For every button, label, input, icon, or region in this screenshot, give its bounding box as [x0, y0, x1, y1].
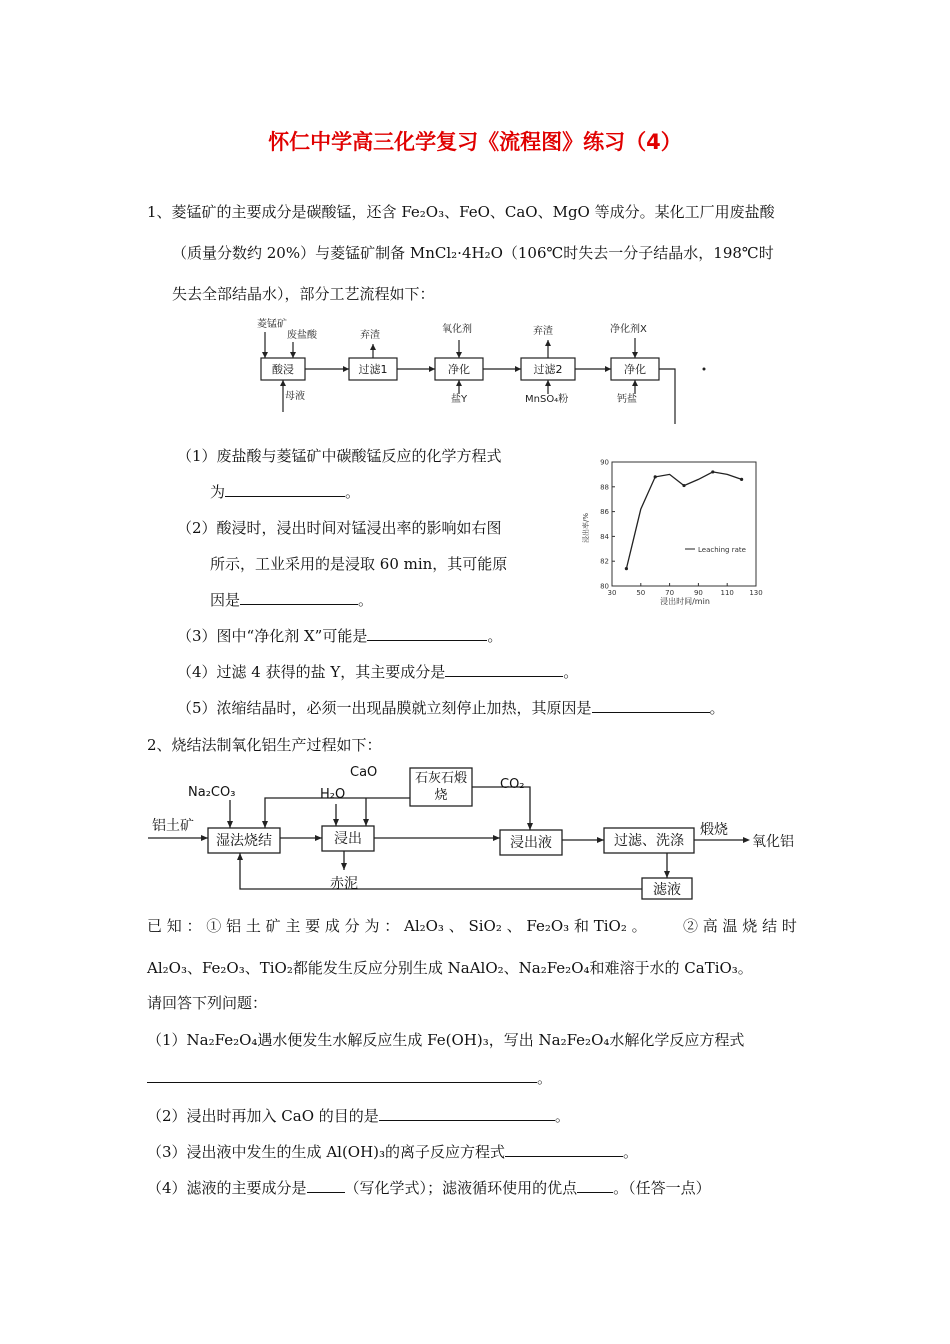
- q2-s4b: （写化学式）: [344, 1179, 428, 1197]
- flow2-box-leach-text: 浸出: [334, 831, 362, 847]
- chart-x-tick-label: 30: [607, 589, 617, 597]
- q1-sub4-row: [177, 652, 578, 692]
- chart-y-tick-label: 80: [600, 582, 609, 591]
- flow1-calcium-salt-label: 钙盐: [617, 394, 637, 405]
- answer-blank-1-5[interactable]: [592, 698, 710, 713]
- chart-x-tick-label: 50: [636, 589, 646, 597]
- q1-flowchart: [255, 316, 715, 426]
- chart-data-point: [654, 475, 657, 478]
- q2-s1: （1）Na₂Fe₂O₄遇水便发生水解反应生成 Fe(OH)₃，写出 Na₂Fe₂O₄水解化学反应方程式: [147, 1031, 745, 1049]
- q1-sub5-end: 。: [709, 699, 725, 717]
- q1-sub4-end: 。: [563, 663, 579, 681]
- flow1-waste2-label: 弃渣: [533, 326, 553, 337]
- flow1-oxidant-label: 氧化剂: [442, 324, 472, 335]
- flow1-ore-label: 菱锰矿: [257, 319, 287, 330]
- q2-s2: （2）浸出时再加入 CaO 的目的是: [147, 1107, 379, 1125]
- q1-sub2c-row: [210, 580, 373, 620]
- q1-sub1b: 为: [210, 483, 226, 501]
- flow2-co2-label: CO₂: [500, 777, 525, 792]
- q1-sub1b-end: 。: [345, 483, 361, 501]
- answer-blank-2-1[interactable]: [147, 1068, 537, 1083]
- flow1-mnso4-label: MnSO₄粉: [525, 394, 569, 405]
- q2-s2-row: [147, 1096, 570, 1136]
- page-title: 怀仁中学高三化学复习《流程图》练习（4）: [268, 130, 682, 154]
- chart-y-tick-label: 88: [600, 483, 609, 492]
- flow2-box-filtrate-text: 滤液: [653, 882, 681, 898]
- flow1-box-filter2-text: 过滤2: [533, 363, 563, 376]
- chart-y-tick-label: 86: [600, 508, 609, 517]
- q1-sub5-row: [177, 688, 725, 728]
- q2-s4a: （4）滤液的主要成分是: [147, 1179, 307, 1197]
- answer-blank-1-3[interactable]: [367, 626, 487, 641]
- flow2-cao-label: CaO: [350, 765, 378, 780]
- q1-sub2b: 所示，工业采用的是浸取 60 min，其可能原: [210, 555, 508, 573]
- q2-s3-row: [147, 1132, 638, 1172]
- chart-y-axis-label: 浸出率/%: [582, 512, 590, 544]
- flow2-h2o-label: H₂O: [320, 787, 346, 802]
- q2-s3-end: 。: [623, 1143, 639, 1161]
- flow2-ore-label: 铝土矿: [152, 818, 194, 834]
- flow1-box-filter1-text: 过滤1: [358, 363, 388, 376]
- answer-blank-1-1[interactable]: [225, 482, 345, 497]
- q1-sub1b-row: [210, 472, 360, 512]
- chart-plot-area: [612, 462, 756, 586]
- chart-y-tick-label: 82: [600, 557, 609, 566]
- flow2-box-limestone-text: 石灰石煅烧: [414, 771, 467, 803]
- q1-sub2a: （2）酸浸时，浸出时间对锰浸出率的影响如右图: [177, 519, 502, 537]
- q2-s4-row: （4）滤液的主要成分是 （写化学式）；滤液循环使用的优点 。（任答一点）: [147, 1179, 711, 1197]
- flow1-salt-y-label: 盐Y: [451, 394, 468, 405]
- chart-x-axis-label: 浸出时间/min: [660, 597, 710, 606]
- q1-sub1a: （1）废盐酸与菱锰矿中碳酸锰反应的化学方程式: [177, 447, 502, 465]
- flow1-acid-label: 废盐酸: [287, 330, 317, 341]
- flow2-na2co3-label: Na₂CO₃: [188, 785, 236, 800]
- answer-blank-2-3[interactable]: [505, 1142, 623, 1157]
- leaching-rate-chart: [575, 450, 775, 610]
- flow2-box-leachate-text: 浸出液: [510, 835, 552, 851]
- flow2-calcine-label: 煅烧: [700, 822, 728, 838]
- q1-sub3-row: [177, 616, 502, 656]
- q2-s1-answer-row: [147, 1058, 552, 1098]
- answer-blank-1-2[interactable]: [240, 590, 358, 605]
- q1-sub3: （3）图中“净化剂 X”可能是: [177, 627, 368, 645]
- answer-blank-1-4[interactable]: [445, 662, 563, 677]
- answer-blank-2-4b[interactable]: [577, 1178, 613, 1193]
- chart-x-tick-label: 110: [720, 589, 734, 597]
- q2-s4d: 。（任答一点）: [613, 1179, 711, 1197]
- q2-known-line2: Al₂O₃、Fe₂O₃、TiO₂都能发生反应分别生成 NaAlO₂、Na₂Fe₂O₄和难溶于水的 CaTiO₃。: [147, 959, 753, 977]
- chart-x-tick-label: 90: [693, 589, 703, 597]
- chart-legend-label: Leaching rate: [698, 546, 746, 554]
- q2-known-line1: 已 知 ： ① 铝 土 矿 主 要 成 分 为 ： Al₂O₃ 、 SiO₂ 、 Fe₂O₃ 和 TiO₂ 。: [147, 917, 647, 935]
- q2-s3: （3）浸出液中发生的生成 Al(OH)₃的离子反应方程式: [147, 1143, 506, 1161]
- flow2-box-wet-sinter-text: 湿法烧结: [216, 833, 272, 849]
- q1-sub3-end: 。: [487, 627, 503, 645]
- chart-x-tick-label: 130: [749, 589, 763, 597]
- answer-blank-2-4a[interactable]: [307, 1178, 345, 1193]
- q2-heading: 2、烧结法制氧化铝生产过程如下：: [147, 736, 382, 754]
- q2-s1-end: 。: [537, 1069, 553, 1087]
- chart-data-point: [711, 470, 714, 473]
- flow1-box-purify2-text: 净化: [624, 363, 646, 376]
- q1-line1: 1、菱锰矿的主要成分是碳酸锰，还含 Fe₂O₃、FeO、CaO、MgO 等成分。某化工厂用废盐酸: [147, 203, 775, 221]
- q2-flowchart: [140, 760, 820, 900]
- flow1-box-acid-leach-text: 酸浸: [272, 363, 294, 376]
- flow1-purifier-x-label: 净化剂X: [610, 324, 647, 335]
- answer-blank-2-2[interactable]: [379, 1106, 555, 1121]
- flow1-waste1-label: 弃渣: [360, 330, 380, 341]
- q1-sub4: （4）过滤 4 获得的盐 Y，其主要成分是: [177, 663, 446, 681]
- chart-x-tick-label: 70: [665, 589, 675, 597]
- chart-data-point: [740, 478, 743, 481]
- chart-data-point: [625, 567, 628, 570]
- q2-ask: 请回答下列问题：: [147, 994, 268, 1012]
- flow2-red-mud-label: 赤泥: [330, 876, 358, 892]
- q2-known-line1b: ② 高 温 烧 结 时: [683, 917, 797, 935]
- flow2-product-label: 氧化铝: [752, 834, 794, 850]
- chart-y-tick-label: 90: [600, 458, 609, 467]
- chart-y-tick-label: 84: [600, 532, 609, 541]
- q2-s4c: 滤液循环使用的优点: [442, 1179, 578, 1197]
- q1-sub5: （5）浓缩结晶时，必须一出现晶膜就立刻停止加热，其原因是: [177, 699, 592, 717]
- flow1-mother-liquor-label: 母液: [285, 391, 305, 402]
- flow1-box-purify1-text: 净化: [448, 363, 470, 376]
- q1-sub2c-end: 。: [358, 591, 374, 609]
- q1-line2: （质量分数约 20%）与菱锰矿制备 MnCl₂·4H₂O（106℃时失去一分子结晶水，198℃时: [172, 244, 774, 262]
- q1-sub2c: 因是: [210, 591, 241, 609]
- flow2-box-filter-wash-text: 过滤、洗涤: [614, 833, 684, 849]
- q1-line3: 失去全部结晶水），部分工艺流程如下：: [172, 285, 435, 303]
- q2-s2-end: 。: [554, 1107, 570, 1125]
- chart-data-point: [682, 484, 685, 487]
